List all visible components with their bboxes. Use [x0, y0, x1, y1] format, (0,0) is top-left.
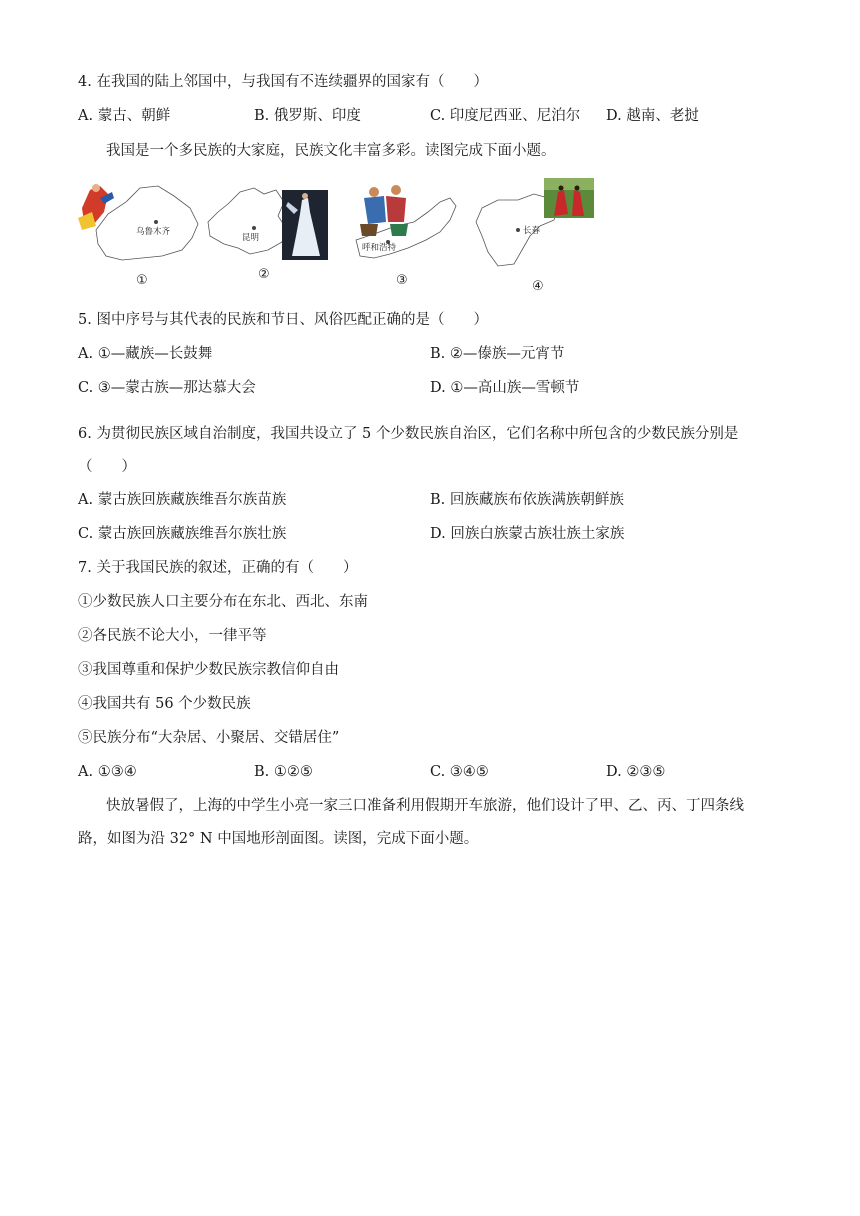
q7-option-d: D. ②③⑤ — [606, 764, 666, 780]
q7-option-c: C. ③④⑤ — [430, 764, 489, 780]
map-xinjiang — [78, 184, 198, 288]
q7-stem: 7. 关于我国民族的叙述，正确的有（ ） — [78, 560, 358, 576]
city-label-changchun: 长春 — [523, 226, 541, 236]
q5-option-d: D. ①—高山族—雪顿节 — [430, 380, 580, 396]
q7-option-b: B. ①②⑤ — [254, 764, 313, 780]
q7-item-4: ④我国共有 56 个少数民族 — [78, 696, 251, 712]
map-number-1: ① — [136, 273, 148, 288]
map-number-4: ④ — [532, 279, 544, 294]
q5-option-a: A. ①—藏族—长鼓舞 — [78, 346, 213, 362]
province-maps-figure — [78, 178, 618, 296]
q5-option-b: B. ②—傣族—元宵节 — [430, 346, 565, 362]
q7-item-1: ①少数民族人口主要分布在东北、西北、东南 — [78, 594, 368, 610]
q4-option-b: B. 俄罗斯、印度 — [254, 108, 361, 124]
q6-option-c: C. 蒙古族回族藏族维吾尔族壮族 — [78, 526, 287, 542]
q4-option-c: C. 印度尼西亚、尼泊尔 — [430, 108, 581, 124]
map-number-2: ② — [258, 267, 270, 282]
wrestler-image-3 — [360, 185, 408, 236]
intro-ethnic: 我国是一个多民族的大家庭，民族文化丰富多彩。读图完成下面小题。 — [106, 143, 556, 159]
city-label-hohhot: 呼和浩特 — [362, 243, 397, 253]
q4-option-a: A. 蒙古、朝鲜 — [78, 108, 171, 124]
map-inner-mongolia — [356, 185, 456, 288]
map-yunnan — [208, 188, 328, 282]
dancer-image-2 — [282, 190, 328, 260]
city-label-kunming: 昆明 — [242, 233, 260, 243]
q7-item-2: ②各民族不论大小，一律平等 — [78, 628, 267, 644]
q7-option-a: A. ①③④ — [78, 764, 137, 780]
q5-option-c: C. ③—蒙古族—那达慕大会 — [78, 380, 256, 396]
q4-stem: 4. 在我国的陆上邻国中，与我国有不连续疆界的国家有（ ） — [78, 74, 488, 90]
intro-trip-line1: 快放暑假了，上海的中学生小亮一家三口准备利用假期开车旅游，他们设计了甲、乙、丙、丁四条线 — [106, 798, 744, 814]
q4-option-d: D. 越南、老挝 — [606, 108, 699, 124]
city-label-urumqi: 乌鲁木齐 — [136, 227, 171, 237]
map-number-3: ③ — [396, 273, 408, 288]
dancer-image-4 — [544, 178, 594, 218]
q7-item-5: ⑤民族分布“大杂居、小聚居、交错居住” — [78, 730, 340, 746]
q6-stem: 6. 为贯彻民族区域自治制度，我国共设立了 5 个少数民族自治区，它们名称中所包含的少数民族分别是 — [78, 426, 739, 442]
q6-option-d: D. 回族白族蒙古族壮族土家族 — [430, 526, 625, 542]
q6-stem-cont: （ ） — [78, 459, 136, 475]
q7-item-3: ③我国尊重和保护少数民族宗教信仰自由 — [78, 662, 339, 678]
q6-option-b: B. 回族藏族布依族满族朝鲜族 — [430, 492, 624, 508]
map-jilin — [476, 178, 594, 294]
q6-option-a: A. 蒙古族回族藏族维吾尔族苗族 — [78, 492, 287, 508]
q5-stem: 5. 图中序号与其代表的民族和节日、风俗匹配正确的是（ ） — [78, 312, 488, 328]
intro-trip-line2: 路，如图为沿 32° N 中国地形剖面图。读图，完成下面小题。 — [78, 831, 479, 847]
